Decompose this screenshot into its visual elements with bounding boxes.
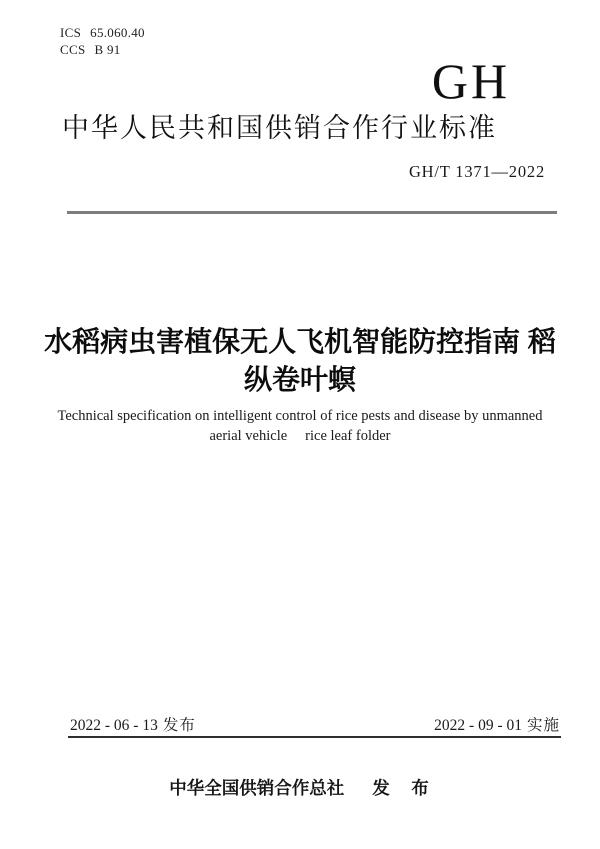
issue-label: 发布 — [162, 717, 196, 734]
classification-codes — [60, 24, 145, 58]
issue-date-line — [70, 713, 196, 735]
implement-date: 2022 - 09 - 01 — [434, 717, 522, 734]
standard-number: GH/T 1371—2022 — [408, 162, 545, 181]
standard-type-heading: 中华人民共和国供销合作行业标准 — [62, 113, 497, 143]
title-en-line2 — [40, 426, 560, 446]
implement-date-line — [434, 713, 560, 735]
publisher-name: 中华全国供销合作总社 — [169, 778, 345, 798]
document-title-cn — [0, 323, 600, 399]
title-en-line2-part1: aerial vehicle — [209, 428, 288, 444]
publisher-line — [0, 775, 600, 800]
title-cn-line2: 纵卷叶螟 — [243, 364, 356, 395]
footer-divider-rule — [68, 736, 561, 738]
document-title-en — [40, 406, 560, 446]
header-divider-rule — [67, 211, 557, 214]
ccs-label: CCS — [60, 42, 86, 57]
footer-dates — [70, 713, 560, 735]
title-en-line2-part2: rice leaf folder — [305, 428, 391, 444]
ccs-value: B 91 — [94, 42, 121, 57]
publish-action-label: 发 布 — [372, 778, 431, 798]
ics-value: 65.060.40 — [90, 25, 145, 40]
ccs-code-line — [60, 41, 145, 58]
issue-date: 2022 - 06 - 13 — [70, 717, 158, 734]
ics-code-line — [60, 24, 145, 41]
implement-label: 实施 — [526, 717, 560, 734]
title-en-line1: Technical specification on intelligent control of rice pests and disease by unmanned — [57, 408, 543, 424]
ics-label: ICS — [60, 25, 82, 40]
title-cn-line1: 水稻病虫害植保无人飞机智能防控指南 稻 — [44, 326, 556, 357]
gh-logo: GH — [431, 53, 511, 109]
